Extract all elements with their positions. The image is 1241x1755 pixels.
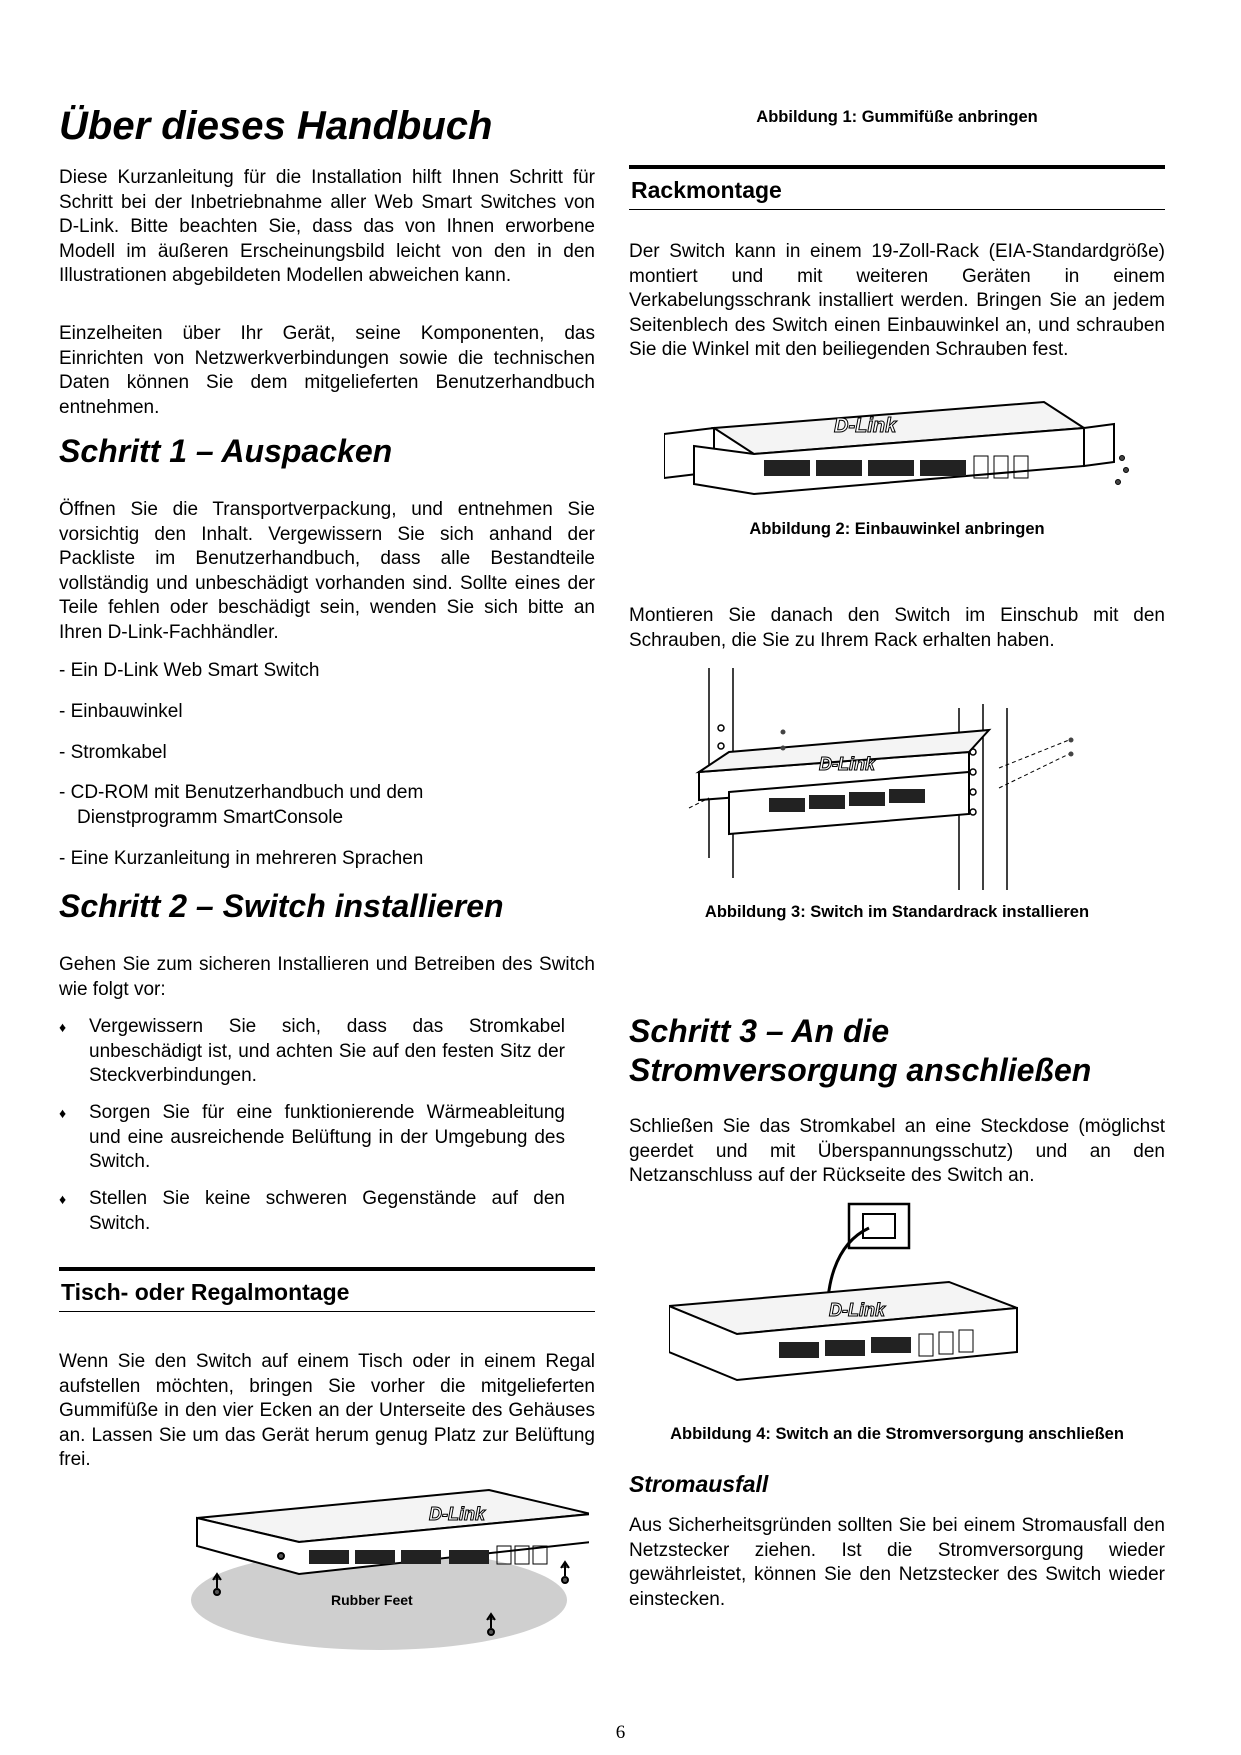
page-title: Über dieses Handbuch — [59, 104, 493, 148]
list-item: - Stromkabel — [59, 742, 167, 763]
table-mount-heading: Tisch- oder Regalmontage — [59, 1267, 595, 1312]
step3-paragraph: Schließen Sie das Stromkabel an eine Steckdose (möglichst geerdet und mit Überspannungsschutz) und an den Netzanschluss auf der Rückseite des Switch an. — [629, 1116, 1165, 1186]
rubber-feet-figure — [129, 1480, 589, 1660]
list-item: Dienstprogramm SmartConsole — [77, 807, 344, 828]
step1-paragraph: Öffnen Sie die Transportverpackung, und entnehmen Sie vorsichtig den Inhalt. Vergewissern Sie sich anhand der Packliste im Benutzerhandbuch, dass alle Bestandteile vollständig und unbeschädigt vorhanden sind. Sollte eines der Teile fehlen oder beschädigt sein, wenden Sie sich bitte an Ihren D-Link-Fachhändler. — [59, 499, 595, 643]
bullet-icon: ♦ — [59, 1105, 67, 1121]
power-outage-heading: Stromausfall — [629, 1471, 769, 1497]
brand-logo: D-Link — [834, 415, 897, 437]
bullet-item: ♦ Vergewissern Sie sich, dass das Stromkabel unbeschädigt ist, und achten Sie auf den festen Sitz der Steckverbindungen. — [59, 1016, 565, 1086]
list-item: - Eine Kurzanleitung in mehreren Sprachen — [59, 848, 424, 869]
intro-paragraph-2: Einzelheiten über Ihr Gerät, seine Komponenten, das Einrichten von Netzwerkverbindungen sowie die technischen Daten können Sie dem mitgelieferten Benutzerhandbuch entnehmen. — [59, 323, 595, 418]
rack-install-figure — [669, 668, 1109, 890]
step2-paragraph: Gehen Sie zum sicheren Installieren und Betreiben des Switch wie folgt vor: — [59, 954, 595, 1000]
bullet-item: ♦ Sorgen Sie für eine funktionierende Wärmeableitung und eine ausreichende Belüftung in der Umgebung des Switch. — [59, 1102, 565, 1172]
rubber-feet-label: Rubber Feet — [331, 1592, 413, 1608]
intro-paragraph-1: Diese Kurzanleitung für die Installation hilft Ihnen Schritt für Schritt bei der Inbetriebnahme aller Web Smart Switches von D-Link. Bitte beachten Sie, dass das von Ihnen erworbene Modell im äußeren Erscheinungsbild leicht von den in den Illustrationen abgebildeten Modellen abweichen kann. — [59, 167, 595, 286]
figure-3-caption: Abbildung 3: Switch im Standardrack installieren — [704, 903, 1090, 921]
bullet-icon: ♦ — [59, 1019, 67, 1035]
brand-logo: D-Link — [829, 1300, 885, 1320]
step3-heading-line2: Stromversorgung anschließen — [629, 1052, 1092, 1088]
figure-1-caption: Abbildung 1: Gummifüße anbringen — [756, 108, 1038, 126]
step3-heading — [629, 1012, 1091, 1090]
brand-logo: D-Link — [819, 754, 875, 774]
step1-heading: Schritt 1 – Auspacken — [59, 433, 393, 469]
bullet-item: ♦ Stellen Sie keine schweren Gegenstände auf den Switch. — [59, 1188, 565, 1234]
page-number: 6 — [615, 1722, 626, 1743]
list-item: - Ein D-Link Web Smart Switch — [59, 660, 320, 681]
rack-mount-heading: Rackmontage — [629, 165, 1165, 210]
figure-4-caption: Abbildung 4: Switch an die Stromversorgung anschließen — [670, 1425, 1124, 1443]
list-item: - Einbauwinkel — [59, 701, 183, 722]
rack-bracket-figure — [664, 398, 1134, 506]
table-mount-paragraph: Wenn Sie den Switch auf einem Tisch oder in einem Regal aufstellen möchten, bringen Sie vorher die mitgelieferten Gummifüße in den vier Ecken an der Unterseite des Gehäuses an. Lassen Sie um das Gerät herum genug Platz zur Belüftung frei. — [59, 1351, 595, 1470]
rack-mount-paragraph-1: Der Switch kann in einem 19-Zoll-Rack (EIA-Standardgröße) montiert und mit weiteren Geräten in einem Verkabelungsschrank installiert werden. Bringen Sie an jedem Seitenblech des Switch einen Einbauwinkel an, und schrauben Sie die Winkel mit den beiliegenden Schrauben fest. — [629, 241, 1165, 360]
list-item: - CD-ROM mit Benutzerhandbuch und dem — [59, 782, 424, 803]
rack-mount-paragraph-2: Montieren Sie danach den Switch im Einschub mit den Schrauben, die Sie zu Ihrem Rack erhalten haben. — [629, 605, 1165, 651]
step2-heading: Schritt 2 – Switch installieren — [59, 888, 504, 924]
power-outage-paragraph: Aus Sicherheitsgründen sollten Sie bei einem Stromausfall den Netzstecker ziehen. Ist die Stromversorgung wieder gewährleistet, können Sie den Netzstecker des Switch wieder einstecken. — [629, 1515, 1165, 1610]
bullet-icon: ♦ — [59, 1191, 67, 1207]
step3-heading-line1: Schritt 3 – An die — [629, 1013, 890, 1049]
figure-2-caption: Abbildung 2: Einbauwinkel anbringen — [749, 520, 1045, 538]
power-connect-figure — [669, 1202, 1119, 1410]
brand-logo: D-Link — [429, 1504, 485, 1524]
